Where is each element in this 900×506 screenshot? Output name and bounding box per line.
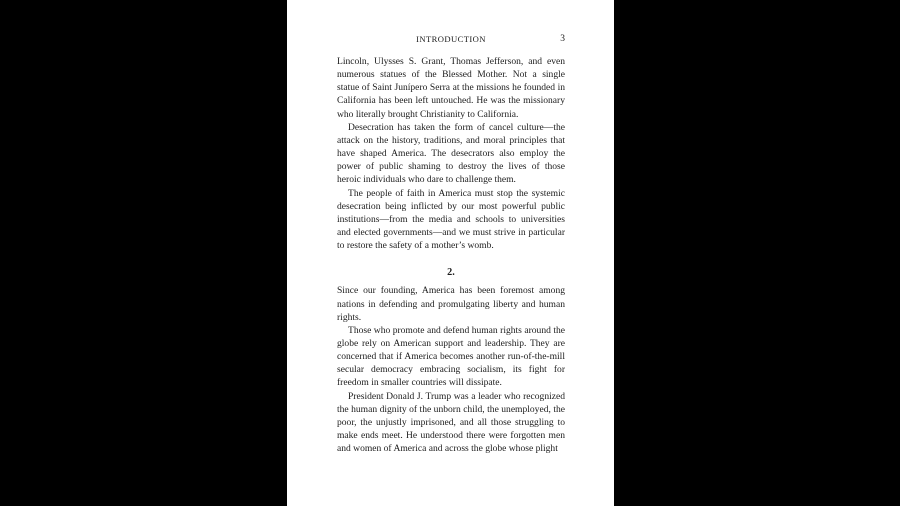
book-page: [287, 0, 614, 506]
paragraph: The people of faith in America must stop the systemic desecration being inflicted by our most powerful public institutions—from the media and schools to universities and elected governments—and we must strive in particular to restore the safety of a mother’s womb.: [337, 187, 565, 252]
section-number: 2.: [447, 267, 455, 279]
running-head: [337, 33, 565, 45]
paragraph: Those who promote and defend human rights around the globe rely on American support and leadership. They are concerned that if America becomes another run-of-the-mill secular democracy embracing socialism, its fight for freedom in smaller countries will dissipate.: [337, 324, 565, 389]
paragraph-section-start: Since our founding, America has been foremost among nations in defending and promulgating liberty and human rights.: [337, 285, 565, 323]
paragraph: Desecration has taken the form of cancel culture—the attack on the history, traditions, and moral principles that have shaped America. The desecrators also employ the power of public shaming to destroy the lives of those heroic individuals who dare to challenge them.: [337, 121, 565, 186]
paragraph-continued: Lincoln, Ulysses S. Grant, Thomas Jefferson, and even numerous statues of the Blessed Mother. Not a single statue of Saint Junípero Serra at the missions he founded in California has been left untouched. He was the missionary who literally brought Christianity to California.: [337, 56, 565, 120]
page-number: 3: [560, 34, 565, 44]
paragraph: President Donald J. Trump was a leader who recognized the human dignity of the unborn child, the unemployed, the poor, the unjustly imprisoned, and all those struggling to make ends meet. He understood there were forgotten men and women of America and across the globe whose plight: [337, 390, 565, 455]
running-title: INTRODUCTION: [416, 34, 486, 44]
page-body: [337, 55, 565, 455]
